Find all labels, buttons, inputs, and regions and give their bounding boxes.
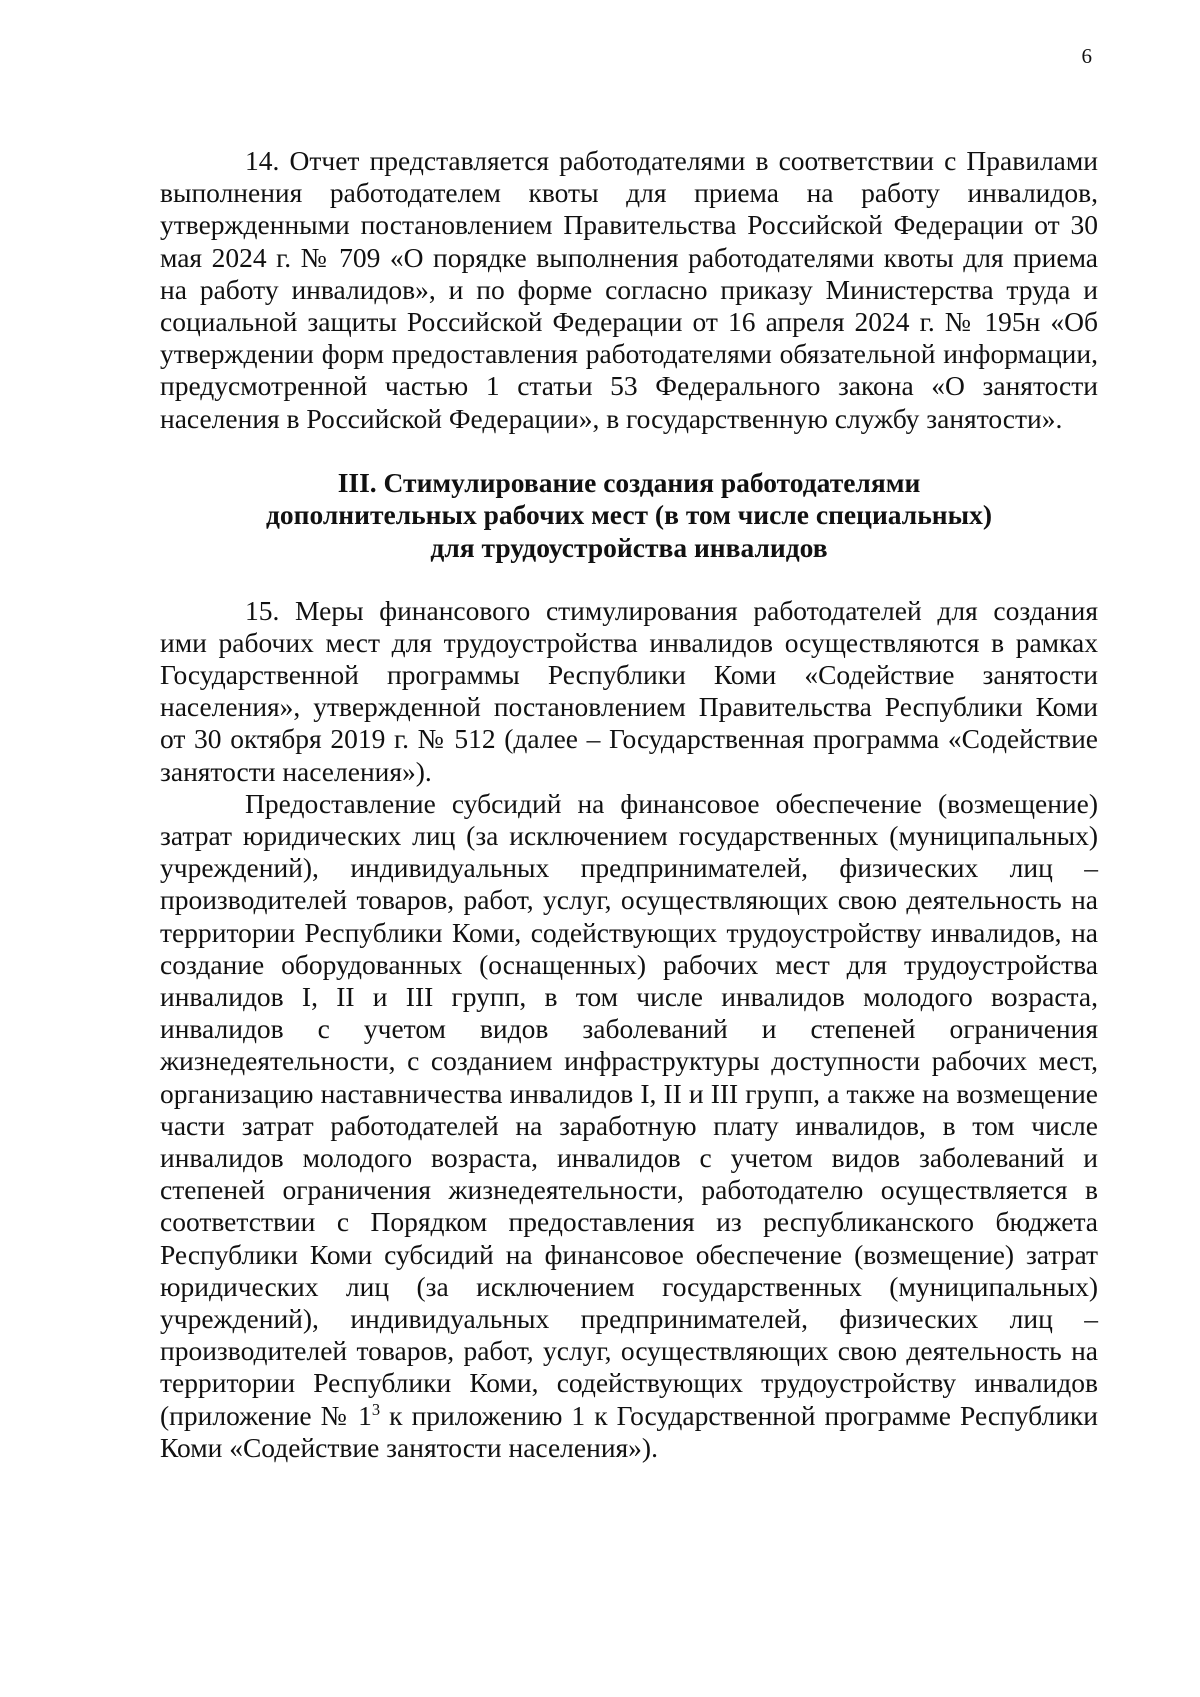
page-number: 6 — [1081, 44, 1092, 68]
section-heading-line-3: для трудоустройства инвалидов — [430, 532, 828, 564]
paragraph-16-text-after-superscript: к приложению 1 к Государственной программе Республики Коми «Содействие занятости населения»). — [160, 1399, 1099, 1463]
paragraph-15: 15. Меры финансового стимулирования работодателей для создания ими рабочих мест для трудоустройства инвалидов осуществляются в рамках Государственной программы Республики Коми «Содействие занятости населения», утвержденной постановлением Правительства Республики Коми от 30 октября 2019 г. № 512 (далее – Государственная программа «Содействие занятости населения»). — [160, 594, 1098, 787]
paragraph-16 — [160, 788, 1098, 1464]
superscript-number: 3 — [371, 1399, 381, 1419]
paragraph-14: 14. Отчет представляется работодателями в соответствии с Правилами выполнения работодателем квоты для приема на работу инвалидов, утвержденными постановлением Правительства Российской Федерации от 30 мая 2024 г. № 709 «О порядке выполнения работодателями квоты для приема на работу инвалидов», и по форме согласно приказу Министерства труда и социальной защиты Российской Федерации от 16 апреля 2024 г. № 195н «Об утверждении форм предоставления работодателями обязательной информации, предусмотренной частью 1 статьи 53 Федерального закона «О занятости населения в Российской Федерации», в государственную службу занятости». — [160, 145, 1098, 434]
paragraph-16-text-before-superscript: Предоставление субсидий на финансовое обеспечение (возмещение) затрат юридических лиц (за исключением государственных (муниципальных) учреждений), индивидуальных предпринимателей, физических лиц – производителей товаров, работ, услуг, осуществляющих свою деятельность на территории Республики Коми, содействующих трудоустройству инвалидов, на создание оборудованных (оснащенных) рабочих мест для трудоустройства инвалидов I, II и III групп, в том числе инвалидов молодого возраста, инвалидов с учетом видов заболеваний и степеней ограничения жизнедеятельности, с созданием инфраструктуры доступности рабочих мест, организацию наставничества инвалидов I, II и III групп, а также на возмещение части затрат работодателей на заработную плату инвалидов, в том числе инвалидов молодого возраста, инвалидов с учетом видов заболеваний и степеней ограничения жизнедеятельности, работодателю осуществляется в соответствии с Порядком предоставления из республиканского бюджета Республики Коми субсидий на финансовое обеспечение (возмещение) затрат юридических лиц (за исключением государственных (муниципальных) учреждений), индивидуальных предпринимателей, физических лиц – производителей товаров, работ, услуг, осуществляющих свою деятельность на территории Республики Коми, содействующих трудоустройству инвалидов (приложение № 1 — [160, 787, 1098, 1431]
section-heading — [160, 467, 1098, 565]
document-body — [160, 145, 1098, 1464]
section-heading-line-2: дополнительных рабочих мест (в том числе специальных) — [265, 499, 992, 531]
section-heading-line-1: III. Стимулирование создания работодателями — [337, 466, 921, 498]
